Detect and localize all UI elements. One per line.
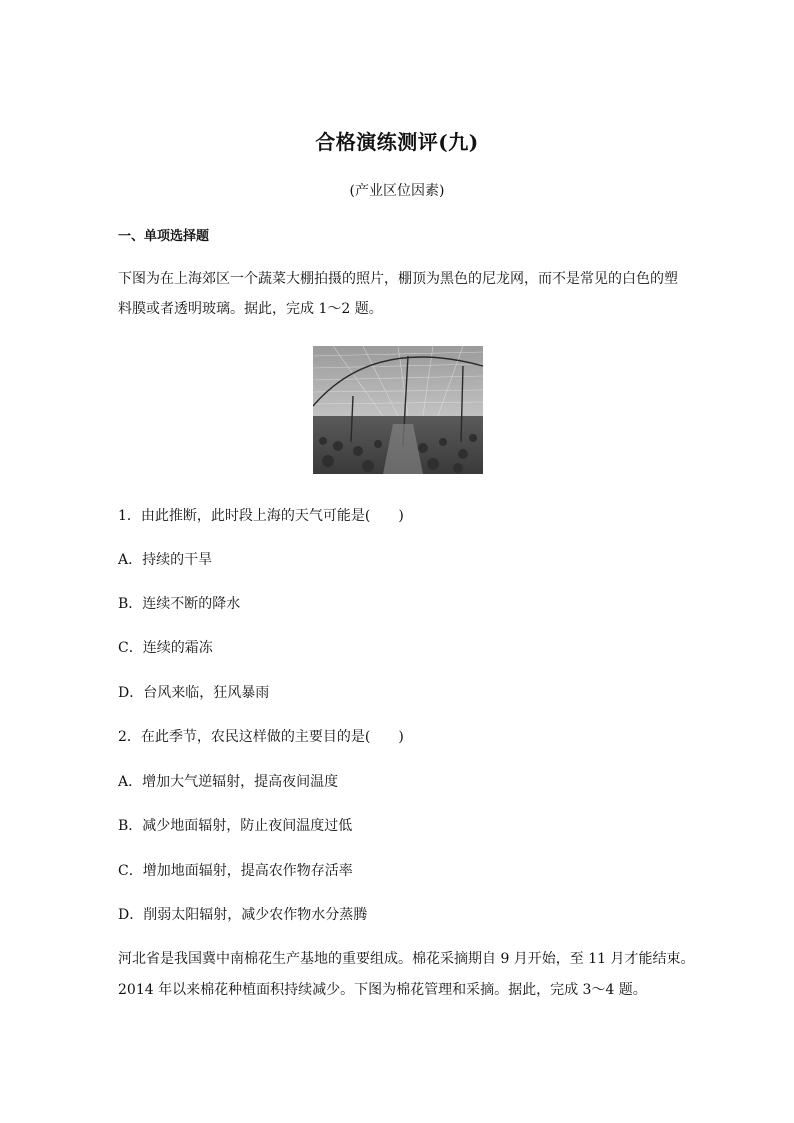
passage1-line2: 料膜或者透明玻璃。据此，完成 1～2 题。 — [118, 301, 383, 317]
question-1-option-d[interactable]: D．台风来临，狂风暴雨 — [118, 685, 270, 701]
question-2-option-d[interactable]: D．削弱太阳辐射，减少农作物水分蒸腾 — [118, 907, 368, 923]
question-1-option-c[interactable]: C．连续的霜冻 — [118, 640, 213, 656]
question-1-option-a[interactable]: A．持续的干旱 — [118, 552, 213, 568]
passage2-line1: 河北省是我国冀中南棉花生产基地的重要组成。棉花采摘期自 9 月开始，至 11 月才能结束。 — [118, 951, 695, 967]
greenhouse-photo — [313, 346, 483, 474]
question-1-option-b[interactable]: B．连续不断的降水 — [118, 596, 241, 612]
question-2-option-a[interactable]: A．增加大气逆辐射，提高夜间温度 — [118, 774, 339, 790]
question-1-stem: 1．由此推断，此时段上海的天气可能是( ) — [118, 508, 404, 524]
passage1-line1: 下图为在上海郊区一个蔬菜大棚拍摄的照片，棚顶为黑色的尼龙网，而不是常见的白色的塑 — [118, 271, 678, 287]
question-2-stem: 2．在此季节，农民这样做的主要目的是( ) — [118, 729, 404, 745]
page-subtitle: (产业区位因素) — [349, 183, 445, 199]
question-2-option-c[interactable]: C．增加地面辐射，提高农作物存活率 — [118, 863, 353, 879]
page-title: 合格演练测评(九) — [315, 130, 479, 154]
section-heading: 一、单项选择题 — [118, 229, 210, 244]
passage2-line2: 2014 年以来棉花种植面积持续减少。下图为棉花管理和采摘。据此，完成 3～4 题。 — [118, 982, 647, 998]
question-2-option-b[interactable]: B．减少地面辐射，防止夜间温度过低 — [118, 818, 353, 834]
